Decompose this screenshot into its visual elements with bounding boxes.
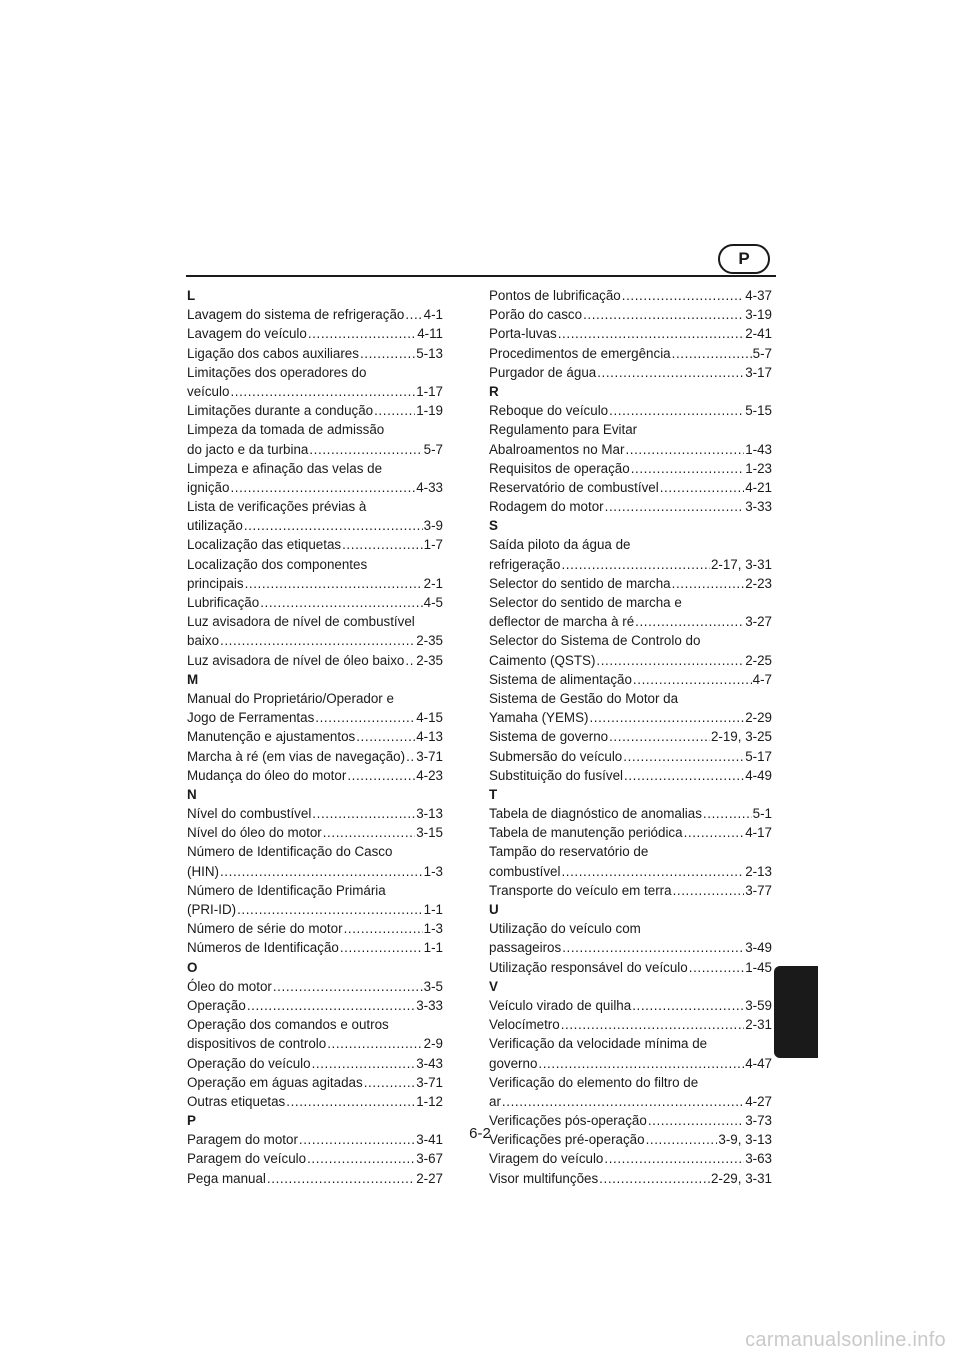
index-section-letter: V <box>489 978 498 994</box>
index-entry <box>489 938 772 957</box>
index-entry <box>187 344 443 363</box>
index-entry-label: veículo <box>187 383 230 399</box>
index-entry-page: 4-15 <box>416 710 443 726</box>
dot-leader <box>562 938 744 957</box>
watermark: carmanualsonline.info <box>745 1329 946 1351</box>
index-entry-continued: Regulamento para Evitar <box>489 422 638 438</box>
dot-leader <box>374 401 415 420</box>
index-entry-page: 3-9 <box>423 518 443 534</box>
index-entry-label: Caimento (QSTS) <box>489 652 596 668</box>
index-entry <box>187 535 443 554</box>
index-entry-continued: Selector do Sistema de Controlo do <box>489 633 701 649</box>
index-entry <box>489 670 772 689</box>
dot-leader <box>267 1169 415 1188</box>
dot-leader <box>230 478 415 497</box>
index-entry-page: 3-33 <box>745 499 772 515</box>
index-entry-label: Números de Identificação <box>187 940 339 956</box>
index-entry <box>489 363 772 382</box>
index-entry <box>187 823 443 842</box>
index-entry-page: 4-37 <box>745 288 772 303</box>
index-entry-label: Requisitos de operação <box>489 460 630 476</box>
index-entry <box>489 881 772 900</box>
dot-leader <box>561 1015 744 1034</box>
index-section-letter: P <box>187 1113 196 1129</box>
index-entry-page: 4-49 <box>745 767 772 783</box>
index-entry-label: Selector do sentido de marcha <box>489 575 671 591</box>
index-entry-label: ignição <box>187 479 230 495</box>
dot-leader <box>625 440 744 459</box>
index-entry-label: Paragem do motor <box>187 1132 298 1148</box>
index-entry-continued: Tampão do reservatório de <box>489 844 649 860</box>
index-section-letter: M <box>187 671 199 687</box>
index-entry <box>489 1054 772 1073</box>
index-entry-label: Operação em águas agitadas <box>187 1074 363 1090</box>
index-entry <box>187 1169 443 1188</box>
index-entry <box>489 862 772 881</box>
index-entry-label: Nível do combustível <box>187 806 312 822</box>
index-entry-label: Pega manual <box>187 1170 266 1186</box>
index-entry <box>489 555 772 574</box>
index-entry-label: (HIN) <box>187 863 219 879</box>
index-entry <box>489 497 772 516</box>
index-entry-label: refrigeração <box>489 556 561 572</box>
index-entry-page: 3-77 <box>745 882 772 898</box>
page-number: 6-2 <box>469 1125 491 1142</box>
dot-leader <box>220 631 415 650</box>
index-entry-page: 3-33 <box>416 997 443 1013</box>
dot-leader <box>307 1149 415 1168</box>
index-entry-label: Velocímetro <box>489 1017 560 1033</box>
index-entry-page: 3-71 <box>416 1074 443 1090</box>
dot-leader <box>703 804 752 823</box>
index-entry <box>187 401 443 420</box>
index-entry-page: 2-19, 3-25 <box>710 729 772 745</box>
index-entry <box>187 1149 443 1168</box>
index-entry <box>489 747 772 766</box>
index-entry-page: 2-29 <box>745 710 772 726</box>
index-entry-page: 2-9 <box>423 1036 443 1052</box>
index-entry-continued: Sistema de Gestão do Motor da <box>489 690 679 706</box>
index-entry <box>187 631 443 650</box>
index-entry-page: 2-31 <box>745 1017 772 1033</box>
index-entry-page: 1-12 <box>416 1093 443 1109</box>
index-entry-continued: Número de Identificação Primária <box>187 882 386 898</box>
index-entry-label: deflector de marcha à ré <box>489 614 635 630</box>
index-entry-page: 3-73 <box>745 1113 772 1129</box>
dot-leader <box>672 344 752 363</box>
index-entry <box>187 1034 443 1053</box>
index-entry-continued: Operação dos comandos e outros <box>187 1017 389 1033</box>
index-entry <box>489 305 772 324</box>
dot-leader <box>340 938 423 957</box>
index-entry-page: 4-23 <box>416 767 443 783</box>
index-entry-continued: Limitações dos operadores do <box>187 364 367 380</box>
dot-leader <box>309 440 422 459</box>
index-entry <box>489 440 772 459</box>
index-entry-continued: Manual do Proprietário/Operador e <box>187 690 394 706</box>
index-entry-label: Visor multifunções <box>489 1170 599 1186</box>
index-entry-continued: Verificação da velocidade mínima de <box>489 1036 708 1052</box>
index-entry-label: Veículo virado de quilha <box>489 997 632 1013</box>
index-entry-page: 1-3 <box>423 863 443 879</box>
index-entry-label: Porta-luvas <box>489 326 557 342</box>
index-entry <box>489 401 772 420</box>
index-entry-label: Luz avisadora de nível de óleo baixo <box>187 652 405 668</box>
index-entry-label: Pontos de lubrificação <box>489 288 621 303</box>
dot-leader <box>589 708 744 727</box>
index-entry <box>187 977 443 996</box>
dot-leader <box>632 996 744 1015</box>
dot-leader <box>596 651 744 670</box>
index-entry-label: Paragem do veículo <box>187 1151 307 1167</box>
index-entry <box>489 1015 772 1034</box>
index-entry-label: Utilização responsável do veículo <box>489 959 688 975</box>
index-column-left <box>187 286 443 1188</box>
index-entry <box>187 593 443 612</box>
index-entry-page: 2-13 <box>745 863 772 879</box>
index-entry-continued: Número de Identificação do Casco <box>187 844 393 860</box>
index-entry-page: 4-1 <box>423 307 443 323</box>
index-entry-page: 4-27 <box>745 1093 772 1109</box>
index-entry-label: Lavagem do veículo <box>187 326 307 342</box>
index-entry-label: ar <box>489 1093 501 1109</box>
index-entry-page: 5-1 <box>752 806 772 822</box>
index-entry-continued: Limpeza e afinação das velas de <box>187 460 383 476</box>
index-section-letter: U <box>489 902 499 917</box>
dot-leader <box>538 1054 744 1073</box>
dot-leader <box>624 766 744 785</box>
dot-leader <box>244 516 423 535</box>
index-entry-label: Mudança do óleo do motor <box>187 767 347 783</box>
index-entry-page: 3-43 <box>416 1055 443 1071</box>
index-entry-page: 4-7 <box>752 671 772 687</box>
dot-leader <box>684 823 745 842</box>
index-section-letter: L <box>187 288 196 303</box>
index-entry-label: Lubrificação <box>187 595 260 610</box>
dot-leader <box>360 344 415 363</box>
index-entry-page: 1-1 <box>423 940 443 956</box>
index-entry-page: 4-13 <box>416 729 443 745</box>
index-entry-label: governo <box>489 1055 538 1071</box>
index-entry-page: 3-59 <box>745 997 772 1013</box>
index-entry-page: 2-35 <box>416 633 443 649</box>
index-entry-page: 1-23 <box>745 460 772 476</box>
index-entry <box>187 938 443 957</box>
index-entry <box>489 574 772 593</box>
index-entry-page: 2-41 <box>745 326 772 342</box>
index-entry-label: Lavagem do sistema de refrigeração <box>187 307 405 323</box>
dot-leader <box>364 1073 416 1092</box>
index-entry-label: Reservatório de combustível <box>489 479 659 495</box>
index-entry-page: 2-29, 3-31 <box>710 1170 772 1186</box>
index-section-letter: T <box>489 786 498 802</box>
dot-leader <box>622 286 744 305</box>
dot-leader <box>230 382 415 401</box>
dot-leader <box>308 324 416 343</box>
index-entry <box>489 766 772 785</box>
dot-leader <box>273 977 423 996</box>
index-entry-continued: Verificação do elemento do filtro de <box>489 1074 699 1090</box>
index-entry-page: 1-1 <box>423 902 443 917</box>
index-entry-page: 3-67 <box>416 1151 443 1167</box>
index-entry <box>187 900 443 919</box>
index-entry-label: combustível <box>489 863 561 879</box>
dot-leader <box>689 958 744 977</box>
index-entry-label: Abalroamentos no Mar <box>489 441 625 457</box>
index-entry-label: Transporte do veículo em terra <box>489 882 672 898</box>
index-column-right <box>489 286 772 1188</box>
dot-leader <box>323 823 415 842</box>
header-rule <box>186 275 776 277</box>
index-entry <box>187 1073 443 1092</box>
index-entry <box>187 305 443 324</box>
index-entry-page: 1-3 <box>423 921 443 937</box>
index-entry <box>489 612 772 631</box>
index-entry <box>187 1054 443 1073</box>
index-entry-label: Jogo de Ferramentas <box>187 710 315 726</box>
index-entry-page: 5-7 <box>752 345 772 361</box>
index-entry-label: Operação do veículo <box>187 1055 311 1071</box>
index-entry <box>489 727 772 746</box>
index-entry-label: Reboque do veículo <box>489 403 609 419</box>
index-entry-page: 3-71 <box>416 748 443 764</box>
dot-leader <box>312 1054 416 1073</box>
index-entry <box>187 766 443 785</box>
index-entry <box>489 324 772 343</box>
index-entry-label: utilização <box>187 518 243 534</box>
dot-leader <box>237 900 423 919</box>
dot-leader <box>502 1092 744 1111</box>
index-entry-continued: Selector do sentido de marcha e <box>489 595 682 610</box>
dot-leader <box>286 1092 415 1111</box>
index-entry-label: Yamaha (YEMS) <box>489 710 589 726</box>
index-entry-continued: Luz avisadora de nível de combustível <box>187 614 415 630</box>
index-entry <box>187 919 443 938</box>
index-entry-page: 4-11 <box>417 326 443 342</box>
index-entry <box>489 651 772 670</box>
dot-leader <box>673 881 745 900</box>
index-entry-label: Purgador de água <box>489 364 597 380</box>
dot-leader <box>660 478 744 497</box>
index-entry-label: dispositivos de controlo <box>187 1036 327 1052</box>
index-entry-page: 3-13 <box>416 806 443 822</box>
dot-leader <box>583 305 744 324</box>
index-entry-page: 2-35 <box>416 652 443 668</box>
index-entry-page: 1-45 <box>745 959 772 975</box>
dot-leader <box>672 574 745 593</box>
index-entry-label: Limitações durante a condução <box>187 403 374 419</box>
index-entry <box>489 344 772 363</box>
index-entry <box>489 823 772 842</box>
index-entry <box>187 651 443 670</box>
index-entry-continued: Utilização do veículo com <box>489 921 641 937</box>
index-entry-continued: Limpeza da tomada de admissão <box>187 422 385 438</box>
language-badge <box>718 244 770 274</box>
index-entry-label: Porão do casco <box>489 307 583 323</box>
index-section-letter: O <box>187 959 198 975</box>
index-entry <box>187 996 443 1015</box>
index-entry <box>489 1092 772 1111</box>
index-entry-label: baixo <box>187 633 220 649</box>
index-entry-continued: Saída piloto da água de <box>489 537 631 553</box>
index-entry-page: 4-33 <box>416 479 443 495</box>
index-entry-page: 5-15 <box>745 403 772 419</box>
index-entry-label: Rodagem do motor <box>489 499 604 515</box>
index-entry-label: Submersão do veículo <box>489 748 623 764</box>
index-entry-page: 3-9, 3-13 <box>718 1132 772 1148</box>
index-entry-page: 2-17, 3-31 <box>710 556 772 572</box>
index-entry-label: (PRI-ID) <box>187 902 237 917</box>
dot-leader <box>605 497 745 516</box>
dot-leader <box>220 862 423 881</box>
index-entry <box>187 804 443 823</box>
index-entry-page: 2-25 <box>745 652 772 668</box>
dot-leader <box>609 727 710 746</box>
dot-leader <box>342 535 423 554</box>
index-entry-page: 3-19 <box>745 307 772 323</box>
index-section-letter: S <box>489 518 498 534</box>
index-entry <box>187 1092 443 1111</box>
dot-leader <box>347 766 415 785</box>
index-entry-label: Marcha à ré (em vias de navegação) <box>187 748 406 764</box>
index-entry-page: 1-43 <box>745 441 772 457</box>
index-entry <box>489 459 772 478</box>
section-tab-marker <box>774 966 818 1058</box>
index-entry-label: Óleo do motor <box>187 978 272 994</box>
index-entry <box>187 727 443 746</box>
index-entry-label: Nível do óleo do motor <box>187 825 322 841</box>
index-entry-page: 3-17 <box>745 364 772 380</box>
index-entry <box>187 862 443 881</box>
dot-leader <box>327 1034 422 1053</box>
index-entry <box>489 1149 772 1168</box>
index-entry-page: 4-17 <box>745 825 772 841</box>
index-entry-page: 5-7 <box>423 441 443 457</box>
index-entry-label: Localização das etiquetas <box>187 537 342 553</box>
index-entry-page: 3-15 <box>416 825 443 841</box>
index-entry <box>489 478 772 497</box>
index-entry <box>187 574 443 593</box>
index-entry-page: 3-63 <box>745 1151 772 1167</box>
index-entry-label: Ligação dos cabos auxiliares <box>187 345 359 361</box>
index-entry-label: Substituição do fusível <box>489 767 623 783</box>
dot-leader <box>405 305 422 324</box>
index-entry-page: 5-13 <box>416 345 443 361</box>
index-entry-page: 4-5 <box>423 595 443 610</box>
dot-leader <box>635 612 744 631</box>
index-entry <box>187 516 443 535</box>
index-entry-page: 4-21 <box>745 479 772 495</box>
index-entry-page: 3-41 <box>416 1132 443 1148</box>
dot-leader <box>356 727 415 746</box>
index-entry-page: 3-49 <box>745 940 772 956</box>
dot-leader <box>597 363 744 382</box>
index-entry <box>187 440 443 459</box>
index-entry-page: 2-27 <box>416 1170 443 1186</box>
dot-leader <box>561 555 710 574</box>
index-entry-label: Tabela de diagnóstico de anomalias <box>489 806 702 822</box>
index-entry-continued: Localização dos componentes <box>187 556 368 572</box>
dot-leader <box>631 459 744 478</box>
index-section-letter: R <box>489 383 499 399</box>
index-entry-continued: Lista de verificações prévias à <box>187 499 367 515</box>
index-entry-label: Manutenção e ajustamentos <box>187 729 356 745</box>
index-entry-page: 1-7 <box>423 537 443 553</box>
dot-leader <box>604 1149 744 1168</box>
index-entry <box>489 708 772 727</box>
index-entry <box>187 708 443 727</box>
index-entry-page: 3-5 <box>423 978 443 994</box>
dot-leader <box>599 1169 710 1188</box>
dot-leader <box>245 574 423 593</box>
index-entry <box>187 382 443 401</box>
index-entry-page: 5-17 <box>745 748 772 764</box>
index-entry-label: do jacto e da turbina <box>187 441 309 457</box>
dot-leader <box>260 593 422 612</box>
index-entry-label: Verificações pré-operação <box>489 1132 645 1148</box>
index-entry <box>489 996 772 1015</box>
index-entry-page: 3-27 <box>745 614 772 630</box>
language-badge-label: P <box>738 249 750 268</box>
dot-leader <box>315 708 415 727</box>
index-entry-page: 1-19 <box>416 403 443 419</box>
index-entry-page: 4-47 <box>745 1055 772 1071</box>
index-entry-label: Viragem do veículo <box>489 1151 604 1167</box>
dot-leader <box>247 996 415 1015</box>
dot-leader <box>561 862 744 881</box>
index-entry <box>187 478 443 497</box>
index-entry <box>489 958 772 977</box>
index-entry-label: principais <box>187 575 244 591</box>
dot-leader <box>623 747 744 766</box>
index-entry-label: Operação <box>187 997 246 1013</box>
dot-leader <box>558 324 744 343</box>
index-entry-page: 2-1 <box>423 575 443 591</box>
dot-leader <box>344 919 423 938</box>
dot-leader <box>312 804 415 823</box>
index-entry-label: Sistema de governo <box>489 729 609 745</box>
dot-leader <box>609 401 744 420</box>
index-entry-label: Sistema de alimentação <box>489 671 632 687</box>
index-section-letter: N <box>187 786 197 802</box>
index-entry-page: 1-17 <box>416 383 443 399</box>
index-entry-label: Verificações pós-operação <box>489 1113 647 1129</box>
dot-leader <box>633 670 752 689</box>
index-entry <box>489 286 772 305</box>
index-entry-label: Número de série do motor <box>187 921 343 937</box>
index-entry-label: Tabela de manutenção periódica <box>489 825 683 841</box>
index-entry <box>187 324 443 343</box>
index-entry-label: Outras etiquetas <box>187 1093 286 1109</box>
index-entry-label: passageiros <box>489 940 562 956</box>
index-entry-page: 2-23 <box>745 575 772 591</box>
index-entry <box>489 804 772 823</box>
index-entry <box>187 747 443 766</box>
index-entry <box>489 1169 772 1188</box>
dot-leader <box>406 747 415 766</box>
index-entry-label: Procedimentos de emergência <box>489 345 671 361</box>
dot-leader <box>405 651 415 670</box>
